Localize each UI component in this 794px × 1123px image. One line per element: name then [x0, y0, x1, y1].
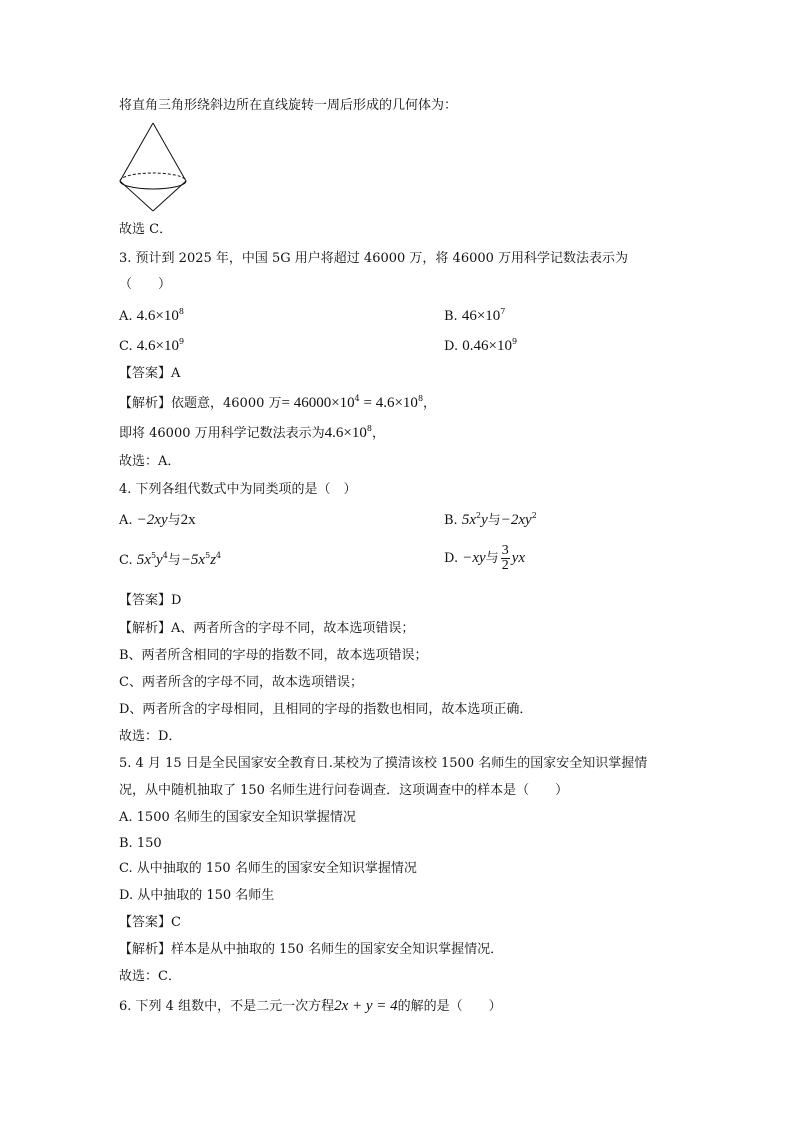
q4-option-c-expr1: 5x — [136, 552, 151, 568]
q6-stem — [119, 997, 502, 1016]
q3-option-c-exp: 9 — [178, 337, 185, 346]
q3-option-a-coef: 4.6×10 — [136, 308, 179, 324]
q4-option-d-expr2: yx — [511, 550, 526, 566]
q4-option-a-mid: 与 — [167, 513, 181, 528]
q5-answer: 【答案】C — [119, 915, 181, 930]
q5-option-d: D. 从中抽取的 150 名师生 — [119, 888, 275, 903]
q3-option-d-exp: 9 — [511, 337, 518, 346]
q3-line2-prefix: 即将 46000 万用科学记数法表示为 — [119, 426, 325, 441]
q4-option-b-expr1: 5x — [461, 512, 476, 528]
q4-option-c-expr1b: y — [156, 552, 163, 568]
q5-option-c: C. 从中抽取的 150 名师生的国家安全知识掌握情况 — [119, 861, 417, 876]
q4-conclusion: 故选：D． — [119, 729, 182, 744]
q3-line2-exp: 8 — [366, 424, 372, 433]
q4-option-b-expr2: −2xy — [500, 512, 532, 528]
q5-stem-line1: 5. 4 月 15 日是全民国家安全教育日.某校为了摸清该校 1500 名师生的国家安全知识掌握情 — [119, 756, 648, 771]
q4-option-b-expr1b: y — [481, 512, 488, 528]
q4-option-b — [444, 511, 537, 530]
q3-option-b-coef: 46×10 — [461, 308, 501, 324]
q4-option-a-expr1: −2xy — [136, 512, 168, 528]
q4-option-d-numerator: 3 — [501, 543, 509, 558]
q5-option-a: A. 1500 名师生的国家安全知识掌握情况 — [119, 810, 356, 825]
q5-conclusion: 故选：C． — [119, 969, 181, 984]
q6-stem-prefix: 6. 下列 4 组数中，不是二元一次方程 — [119, 999, 335, 1014]
q4-option-c-exp2b: 4 — [216, 551, 222, 560]
q3-analysis-exp-a: 4 — [354, 394, 360, 403]
q3-answer: 【答案】A — [119, 366, 181, 381]
q3-line2-math: 4.6×10 — [324, 425, 367, 441]
intro-conclusion: 故选 C． — [119, 222, 173, 237]
q3-line2-suffix: ， — [371, 426, 385, 441]
q3-option-b — [444, 307, 505, 326]
q4-analysis-3: C、两者所含的字母不同，故本选项错误； — [119, 675, 363, 690]
q3-analysis-suffix: ， — [423, 396, 437, 411]
q3-option-b-exp: 7 — [500, 307, 506, 316]
q4-option-c-label: C. — [119, 553, 133, 568]
q6-stem-suffix: 的解的是（ ） — [397, 999, 502, 1014]
q3-option-c — [119, 337, 184, 356]
q4-option-b-label: B. — [444, 513, 458, 528]
q4-analysis-1: 【解析】A、两者所含的字母不同，故本选项错误； — [119, 621, 415, 636]
q4-option-c-exp1: 5 — [150, 551, 157, 560]
q3-paren: （ ） — [119, 277, 172, 292]
q4-stem: 4. 下列各组代数式中为同类项的是（ ） — [119, 482, 357, 497]
q4-option-d-label: D. — [444, 551, 459, 566]
q3-option-c-label: C. — [119, 339, 133, 354]
q4-option-b-exp1: 2 — [476, 511, 482, 520]
q5-option-b: B. 150 — [119, 836, 162, 851]
q3-analysis-exp-b: 8 — [417, 394, 424, 403]
q3-analysis-math-a: = 46000×10 — [281, 395, 355, 411]
q3-option-d-coef: 0.46×10 — [462, 338, 512, 354]
q3-option-d-label: D. — [444, 339, 459, 354]
q4-option-a-expr2: 2x — [180, 512, 196, 528]
q4-option-d-expr1: −xy — [462, 550, 486, 566]
q3-stem: 3. 预计到 2025 年，中国 5G 用户将超过 46000 万，将 46000 万用科学记数法表示为 — [119, 251, 629, 266]
q3-option-b-label: B. — [444, 309, 458, 324]
q3-analysis — [119, 394, 436, 413]
q4-option-a — [119, 511, 196, 530]
q4-option-c-mid: 与 — [167, 553, 181, 568]
q3-option-c-coef: 4.6×10 — [136, 338, 179, 354]
q3-analysis-math-b: = 4.6×10 — [359, 395, 418, 411]
q3-option-a-label: A. — [119, 309, 133, 324]
q3-analysis-line2 — [119, 424, 385, 443]
cone-figure — [118, 121, 188, 213]
q4-option-c-exp1b: 4 — [162, 551, 168, 560]
q4-analysis-2: B、两者所含相同的字母的指数不同，故本选项错误； — [119, 648, 428, 663]
q3-option-a — [119, 307, 184, 326]
q5-analysis: 【解析】样本是从中抽取的 150 名师生的国家安全知识掌握情况． — [119, 942, 504, 957]
q4-option-c — [119, 551, 221, 570]
q4-option-d — [444, 543, 525, 574]
intro-text: 将直角三角形绕斜边所在直线旋转一周后形成的几何体为： — [119, 98, 458, 113]
q4-option-d-fraction — [501, 544, 510, 573]
q5-stem-line2: 况，从中随机抽取了 150 名师生进行问卷调查．这项调查中的样本是（ ） — [119, 783, 569, 798]
q4-option-b-mid: 与 — [487, 513, 501, 528]
q4-option-c-exp2: 5 — [205, 551, 211, 560]
q4-option-b-exp2: 2 — [531, 511, 537, 520]
q4-option-d-mid: 与 — [485, 551, 499, 566]
q3-conclusion: 故选：A． — [119, 454, 181, 469]
q4-option-a-label: A. — [119, 513, 133, 528]
q4-option-c-expr2: −5x — [180, 552, 206, 568]
q4-option-d-denominator: 2 — [501, 558, 509, 573]
q6-equation: 2x + y = 4 — [334, 998, 398, 1014]
q4-answer: 【答案】D — [119, 593, 182, 608]
q3-analysis-prefix: 【解析】依题意，46000 万 — [119, 396, 282, 411]
q3-option-d — [444, 337, 517, 356]
q4-option-c-expr2b: z — [210, 552, 217, 568]
q3-option-a-exp: 8 — [178, 307, 184, 316]
q4-analysis-4: D、两者所含的字母相同，且相同的字母的指数也相同，故本选项正确． — [119, 702, 533, 717]
